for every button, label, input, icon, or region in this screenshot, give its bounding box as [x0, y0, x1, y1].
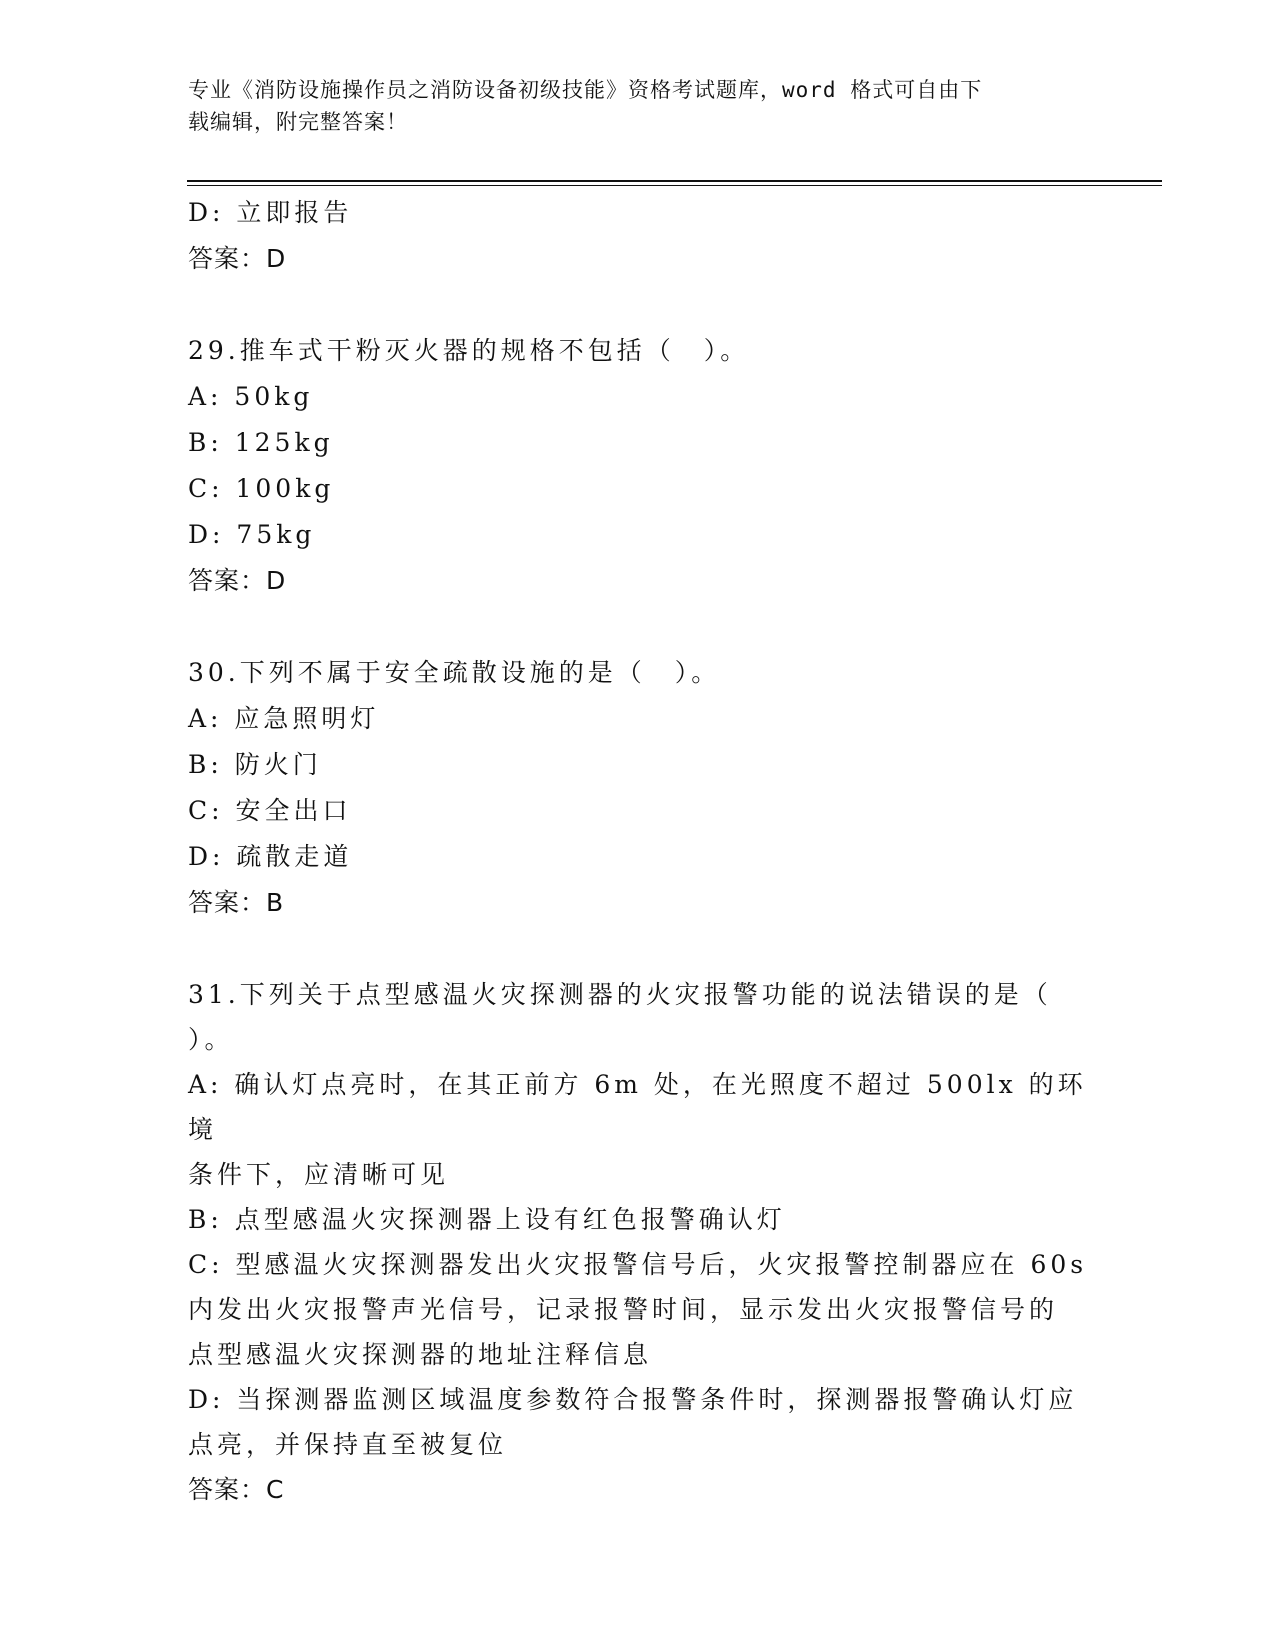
option-d-line-2: 点亮，并保持直至被复位: [188, 1430, 508, 1459]
option-c-line-3: 点型感温火灾探测器的地址注释信息: [188, 1340, 653, 1369]
question-text: 29.推车式干粉灭火器的规格不包括（ ）。: [188, 336, 750, 365]
answer-line: 答案：B: [188, 888, 285, 917]
option-c-line-1: C: 型感温火灾探测器发出火灾报警信号后，火灾报警控制器应在 60s: [188, 1250, 1088, 1279]
question-29: [188, 328, 1088, 604]
option-a-line-2: 条件下，应清晰可见: [188, 1160, 450, 1189]
option-c-line-2: 内发出火灾报警声光信号，记录报警时间，显示发出火灾报警信号的: [188, 1295, 1059, 1324]
option-b: B: 125kg: [188, 428, 334, 457]
option-a: A: 应急照明灯: [188, 704, 380, 733]
header-rule-thin: [187, 185, 1162, 186]
option-d: D: 立即报告: [188, 198, 353, 227]
option-b: B: 点型感温火灾探测器上设有红色报警确认灯: [188, 1205, 786, 1234]
header-line-1: 专业《消防设施操作员之消防设备初级技能》资格考试题库，word 格式可自由下: [188, 78, 983, 102]
question-text-line-1: 31.下列关于点型感温火灾探测器的火灾报警功能的说法错误的是（: [188, 980, 1052, 1009]
answer-line: 答案：C: [188, 1475, 285, 1504]
option-d: D: 疏散走道: [188, 842, 353, 871]
question-30: [188, 650, 1088, 926]
previous-question-tail: [188, 190, 1088, 282]
option-d-line-1: D: 当探测器监测区域温度参数符合报警条件时，探测器报警确认灯应: [188, 1385, 1078, 1414]
document-header: [188, 74, 1068, 138]
answer-line: 答案：D: [188, 566, 287, 595]
option-c: C: 安全出口: [188, 796, 352, 825]
option-a-line-1: A: 确认灯点亮时，在其正前方 6m 处，在光照度不超过 500lx 的环境: [188, 1070, 1087, 1144]
header-line-2: 载编辑，附完整答案！: [188, 110, 408, 134]
header-rule-thick: [187, 180, 1162, 182]
option-d: D: 75kg: [188, 520, 316, 549]
option-a: A: 50kg: [188, 382, 314, 411]
question-31: [188, 972, 1088, 1513]
question-text: 30.下列不属于安全疏散设施的是（ ）。: [188, 658, 721, 687]
option-c: C: 100kg: [188, 474, 335, 503]
option-b: B: 防火门: [188, 750, 322, 779]
question-text-line-2: ）。: [188, 1025, 234, 1054]
answer-line: 答案：D: [188, 244, 287, 273]
question-list: [188, 190, 1088, 1513]
